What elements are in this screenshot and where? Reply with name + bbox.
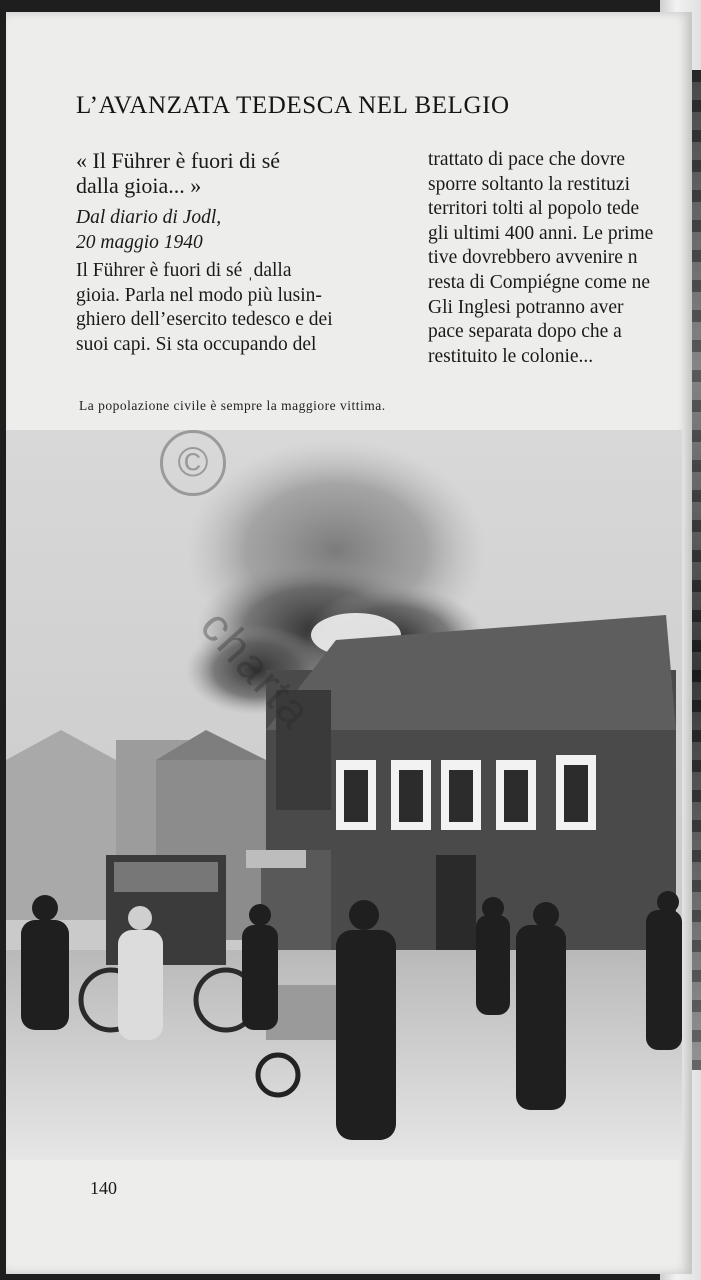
page-heading: L’AVANZATA TEDESCA NEL BELGIO (76, 92, 510, 119)
copyright-symbol: © (160, 430, 226, 496)
copyright-watermark (150, 420, 550, 780)
text-line: Il Führer è fuori di sé ˌdalla (76, 260, 292, 282)
quote-title-line: « Il Führer è fuori di sé (76, 148, 281, 173)
text-line: territori tolti al popolo tede (428, 198, 640, 220)
text-line: ghiero dell’esercito tedesco e dei (76, 309, 333, 331)
quote-source (76, 206, 396, 255)
right-text-column (428, 148, 668, 369)
text-line: suoi capi. Si sta occupando del (76, 333, 317, 355)
source-line: 20 maggio 1940 (76, 231, 203, 253)
text-line: gli ultimi 400 anni. Le prime (428, 222, 654, 244)
text-line: sporre soltanto la restituzi (428, 173, 630, 195)
left-text-column (76, 148, 396, 358)
text-line: Gli Inglesi potranno aver (428, 296, 624, 318)
quote-title-line: dalla gioia... » (76, 173, 202, 198)
text-line: tive dovrebbero avvenire n (428, 247, 638, 269)
text-line: gioia. Parla nel modo più lusin- (76, 284, 322, 306)
text-line: restituito le colonie... (428, 345, 594, 367)
photo-caption: La popolazione civile è sempre la maggiore vittima. (79, 398, 386, 413)
left-paragraph (76, 259, 396, 357)
text-line: trattato di pace che dovre (428, 149, 626, 170)
source-line: Dal diario di Jodl, (76, 207, 222, 228)
text-line: resta di Compiégne come ne (428, 271, 651, 293)
watermark-text: charta (190, 599, 323, 739)
text-line: pace separata dopo che a (428, 321, 622, 343)
page-number: 140 (90, 1178, 117, 1198)
quote-title (76, 148, 396, 198)
